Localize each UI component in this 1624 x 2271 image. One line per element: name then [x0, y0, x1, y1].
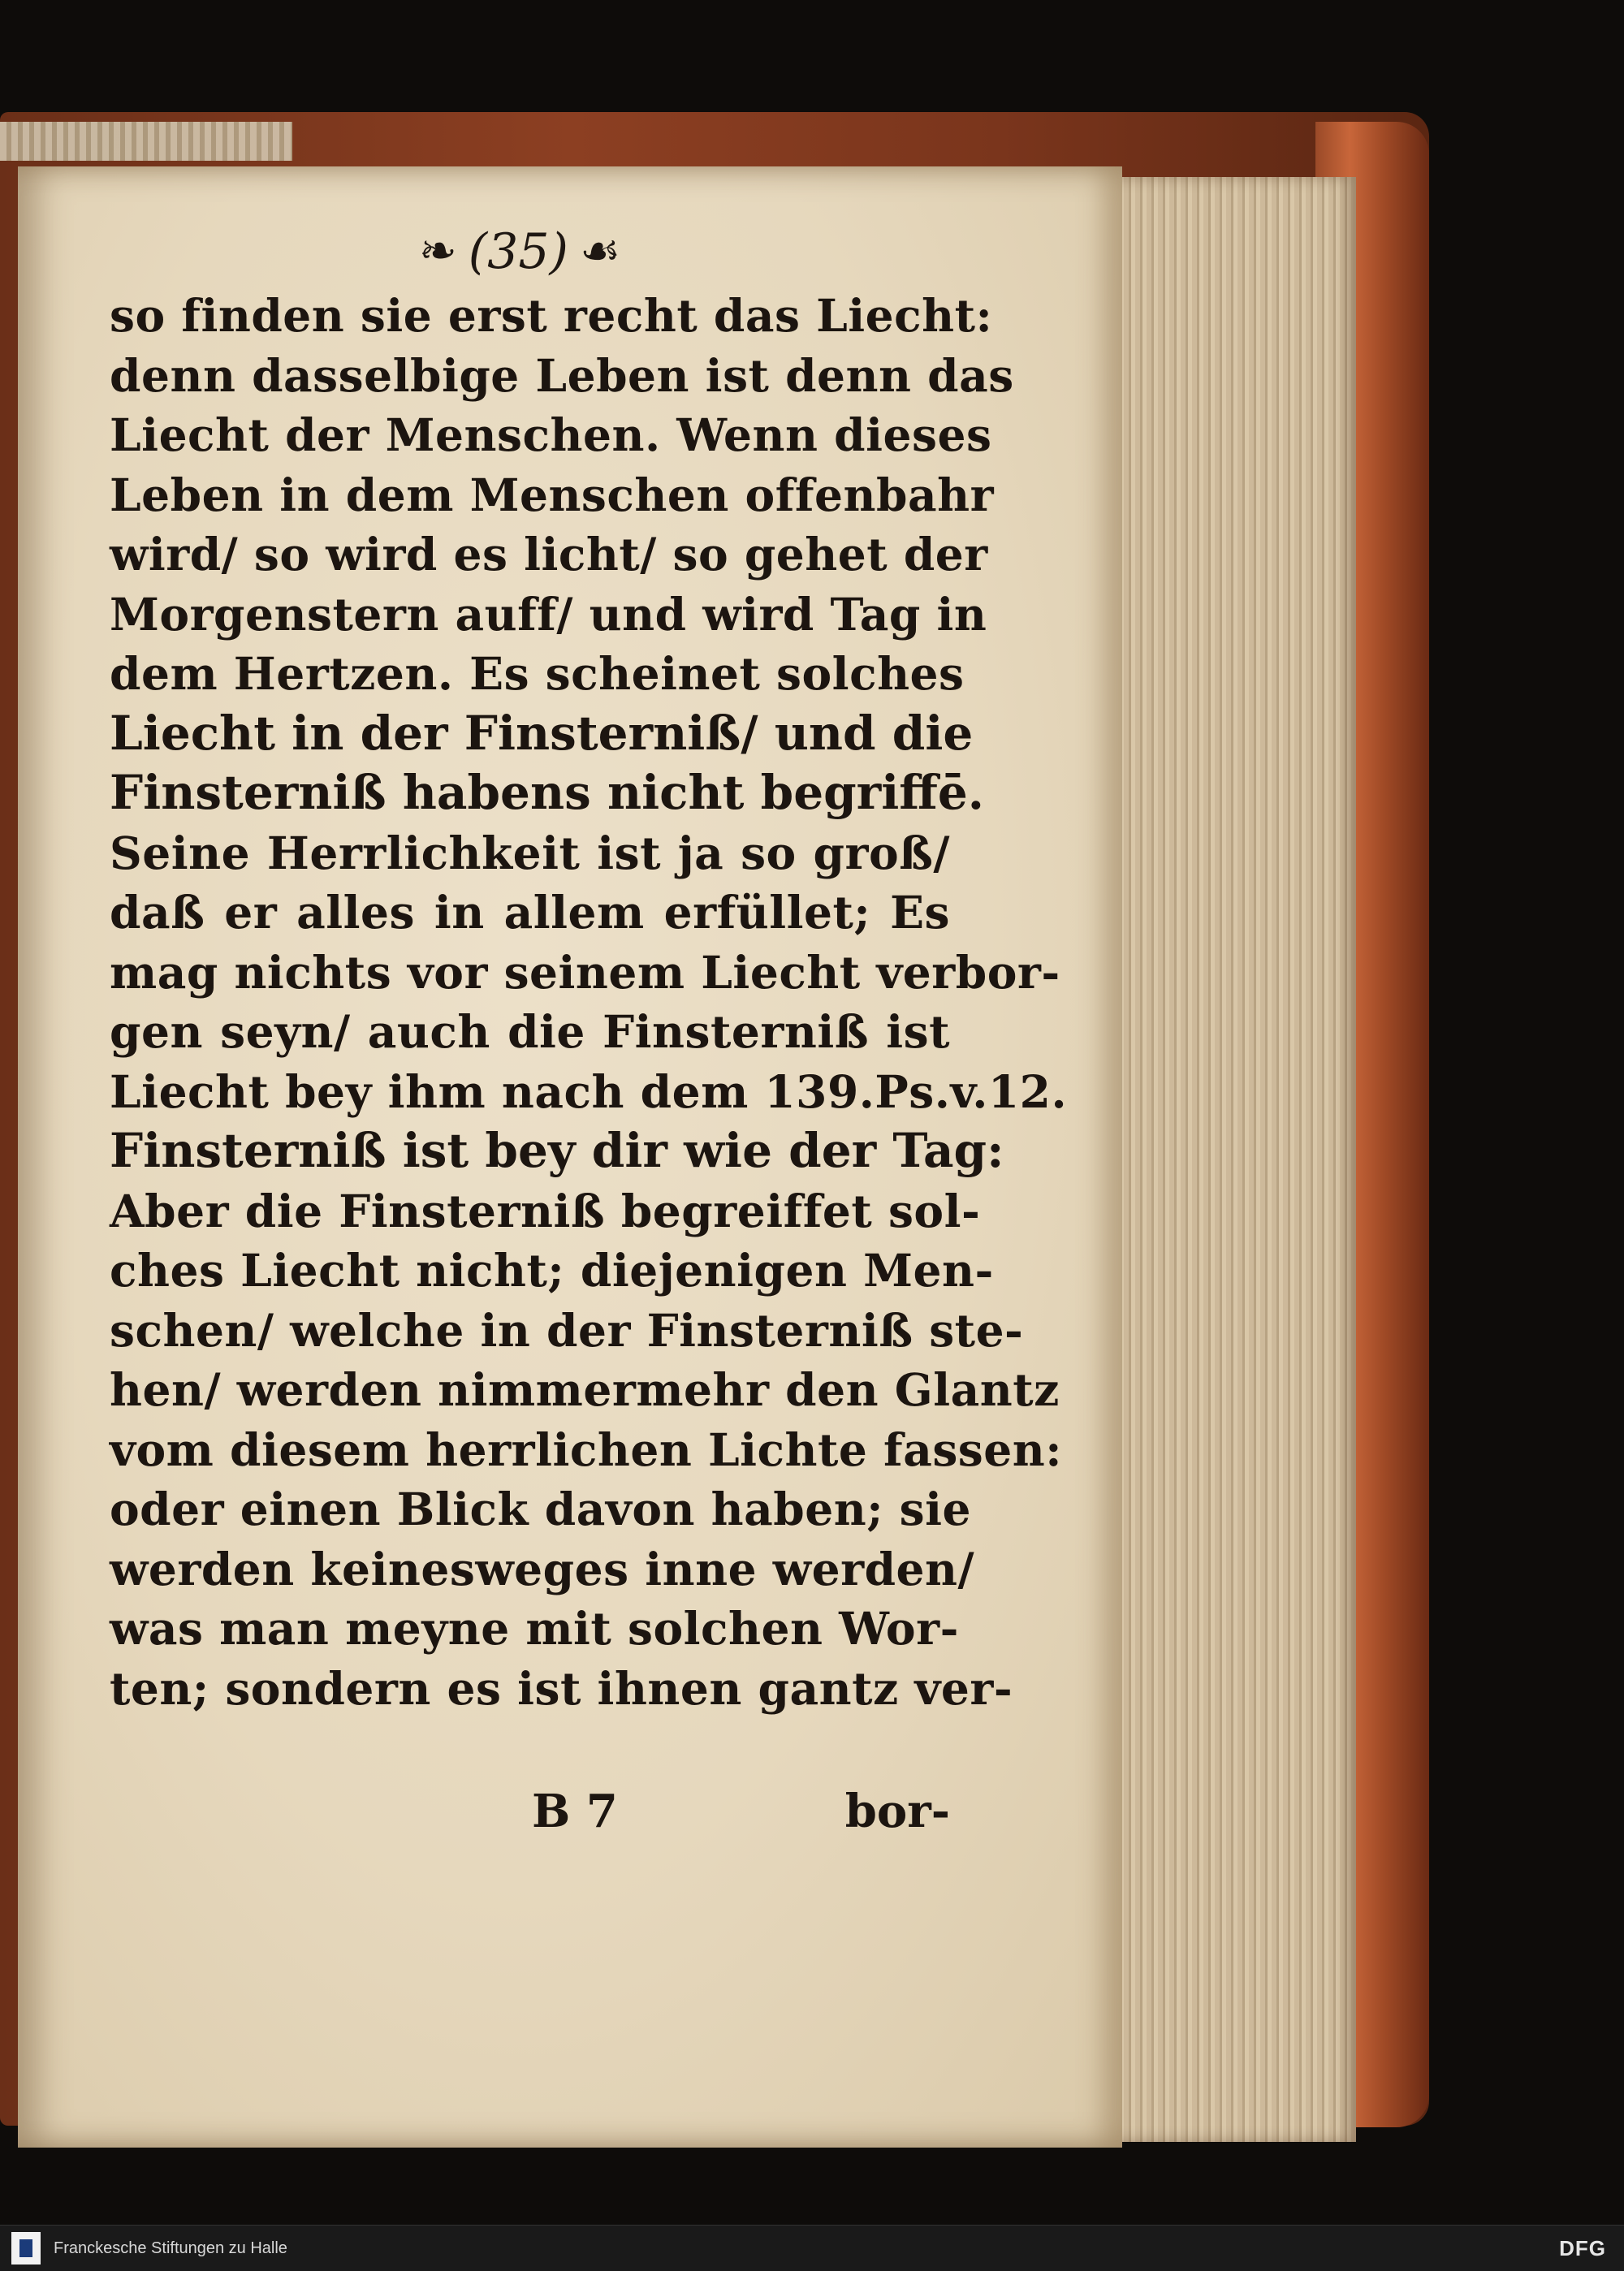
institution-logo-icon — [11, 2232, 41, 2265]
text-line: vom diesem herrlichen Lichte fassen: — [110, 1423, 1063, 1476]
text-line-emphasis: Finsterniß habens nicht begriffē. — [110, 765, 984, 820]
text-line-emphasis: Liecht in der Finsterniß/ und die — [110, 705, 974, 761]
text-line-emphasis: Finsterniß ist bey dir wie der Tag: — [110, 1123, 1004, 1178]
text-line: werden keinesweges inne werden/ — [110, 1542, 975, 1595]
text-line: Aber die Finsterniß begreiffet sol- — [110, 1184, 981, 1237]
page-number: (35) — [468, 223, 568, 280]
text-line: gen seyn/ auch die Finsterniß ist — [110, 1005, 950, 1058]
text-line: Liecht der Menschen. Wenn dieses — [110, 408, 992, 461]
body-text — [110, 286, 1068, 1718]
text-line: denn dasselbige Leben ist denn das — [110, 348, 1014, 402]
text-line: ches Liecht nicht; diejenigen Men- — [110, 1244, 994, 1297]
text-line: Liecht bey ihm nach dem 139.Ps.v.12. — [110, 1064, 1068, 1118]
catchword: bor- — [844, 1785, 950, 1838]
page-header — [357, 215, 682, 288]
text-line: was man meyne mit solchen Wor- — [110, 1602, 959, 1655]
text-line: hen/ werden nimmermehr den Glantz — [110, 1363, 1060, 1416]
text-line: Seine Herrlichkeit ist ja so groß/ — [110, 826, 950, 879]
headband — [0, 122, 292, 161]
attribution-bar — [0, 2225, 1624, 2271]
text-line: so finden sie erst recht das Liecht: — [110, 289, 993, 342]
text-line: daß er alles in allem erfüllet; Es — [110, 886, 950, 939]
text-line: oder einen Blick davon haben; sie — [110, 1483, 972, 1535]
institution-name: Franckesche Stiftungen zu Halle — [54, 2239, 287, 2257]
text-line: Morgenstern auff/ und wird Tag in — [110, 587, 987, 641]
text-line: dem Hertzen. Es scheinet solches — [110, 647, 965, 700]
page-footer — [110, 1785, 950, 1850]
signature-mark: B 7 — [532, 1785, 618, 1838]
dfg-logo: DFG — [1559, 2235, 1606, 2260]
text-line: ten; sondern es ist ihnen gantz ver- — [110, 1661, 1013, 1715]
text-line: mag nichts vor seinem Liecht verbor- — [110, 945, 1060, 999]
ornament-right-icon: ☙ — [579, 225, 621, 278]
text-line: schen/ welche in der Finsterniß ste- — [110, 1303, 1024, 1357]
text-line: Leben in dem Menschen offenbahr — [110, 468, 995, 521]
text-line: wird/ so wird es licht/ so gehet der — [110, 528, 988, 581]
ornament-left-icon: ❧ — [418, 225, 457, 278]
page-block-fore-edge — [1112, 177, 1356, 2142]
